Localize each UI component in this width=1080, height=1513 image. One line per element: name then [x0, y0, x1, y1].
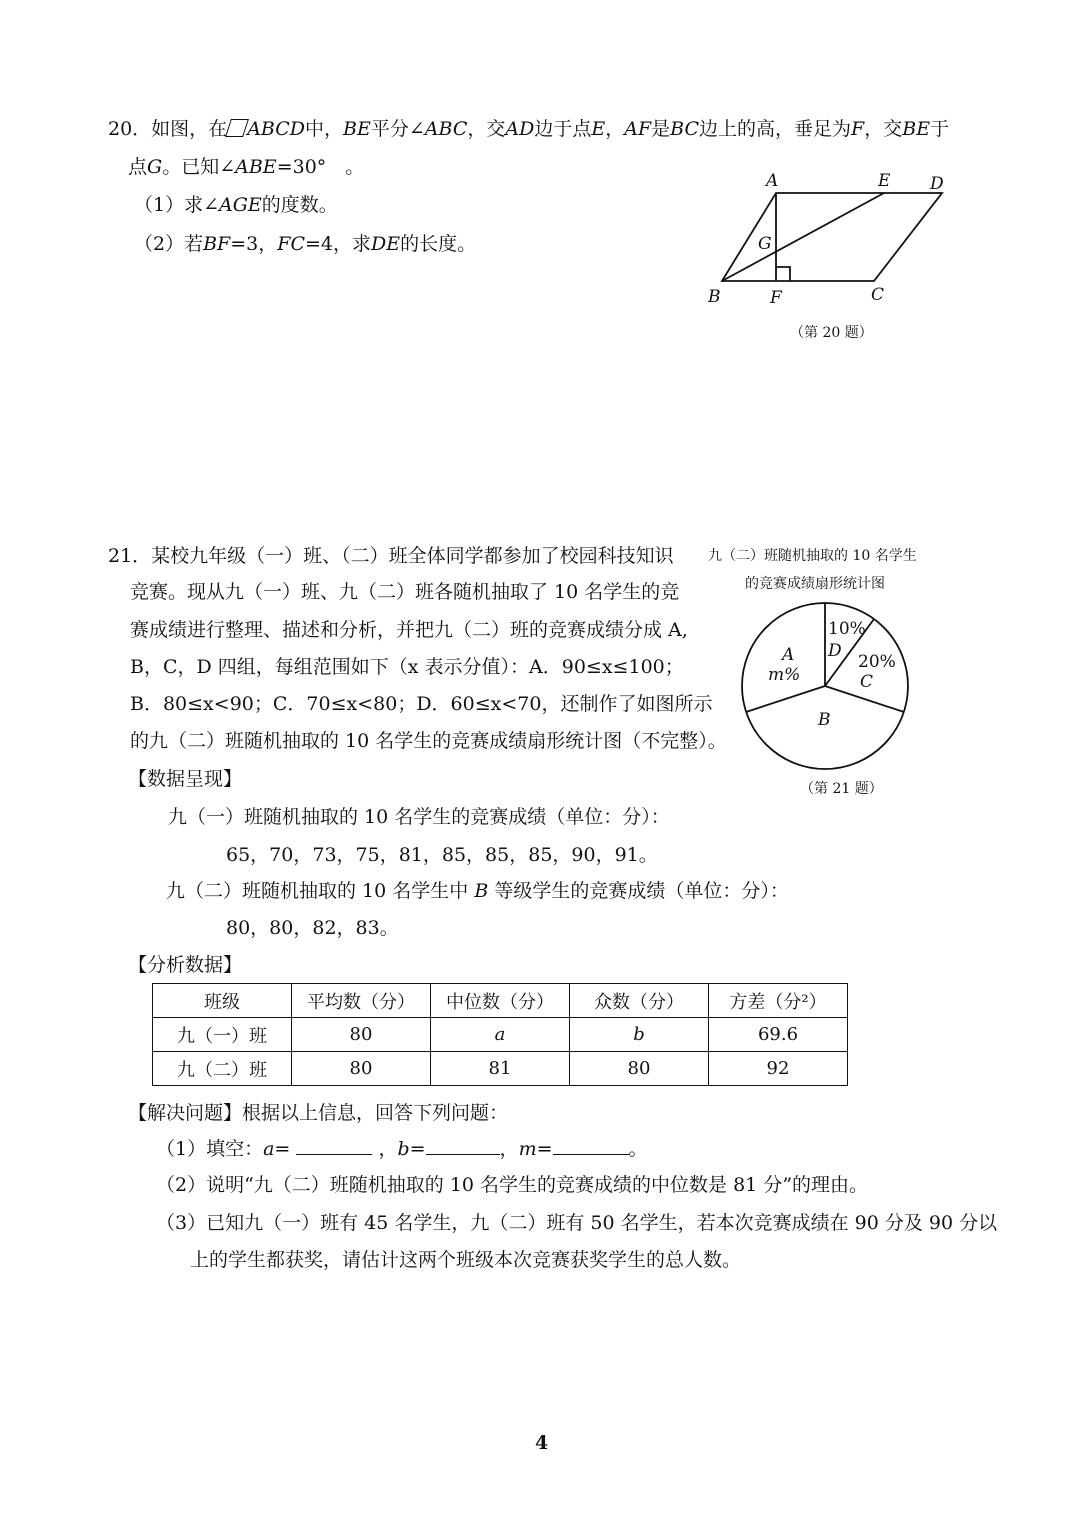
q20-subquestion-2: （2）若BF=3，FC=4，求DE的长度。 [134, 233, 477, 255]
solve-heading-line [128, 1098, 508, 1125]
sub-question-3-line-2: 上的学生都获奖，请估计这两个班级本次竞赛获奖学生的总人数。 [190, 1249, 742, 1271]
pie-title-line-1: 九（二）班随机抽取的 10 名学生 [708, 548, 917, 564]
table-cell: 九（二）班 [153, 1052, 292, 1086]
table-cell: 九（一）班 [153, 1018, 292, 1052]
table-cell: b [570, 1018, 709, 1052]
sub-question-1: （1）填空：a= ，b= ，m= 。 [156, 1138, 648, 1160]
table-cell: 80 [292, 1052, 431, 1086]
label-d: D [930, 174, 944, 194]
table-cell: 80 [292, 1018, 431, 1052]
data-heading: 【数据呈现】 [128, 768, 243, 790]
slice-d-label: D [828, 641, 842, 661]
label-b: B [708, 287, 721, 307]
slice-c-label: C [860, 672, 874, 692]
answer-blank-m[interactable] [553, 1136, 629, 1155]
label-g: G [758, 234, 772, 254]
pie-divider-b-a [746, 686, 825, 712]
figure-20-caption: （第 20 题） [790, 325, 873, 341]
table-cell: a [431, 1018, 570, 1052]
statistics-table [152, 983, 848, 1086]
solve-heading: 【解决问题】 [128, 1102, 243, 1124]
table-header-row [153, 984, 848, 1018]
label-e: E [878, 171, 891, 191]
sub-question-2: （2）说明“九（二）班随机抽取的 10 名学生的竞赛成绩的中位数是 81 分”的理由。 [156, 1174, 869, 1196]
slice-d-percent: 10% [828, 619, 866, 639]
table-row [153, 1052, 848, 1086]
label-c: C [871, 285, 885, 305]
q21-text-line-3: 赛成绩进行整理、描述和分析，并把九（二）班的竞赛成绩分成 A, [130, 619, 688, 641]
q20-line-1: 20．如图，在 ABCD中，BE平分∠ABC，交AD边于点E，AF是BC边上的高，垂足为F，交BE于 [108, 118, 950, 140]
segment-be [722, 193, 884, 281]
table-cell: 80 [570, 1052, 709, 1086]
class1-label: 九（一）班随机抽取的 10 名学生的竞赛成绩（单位：分）： [168, 806, 670, 828]
header-cell-variance: 方差（分²） [709, 984, 848, 1018]
header-cell-median: 中位数（分） [431, 984, 570, 1018]
slice-a-label: A [782, 645, 795, 665]
analysis-heading: 【分析数据】 [128, 954, 243, 976]
q21-text-line-4: B，C，D 四组，每组范围如下（x 表示分值）：A．90≤x≤100； [130, 656, 684, 678]
header-cell-mean: 平均数（分） [292, 984, 431, 1018]
header-cell-mode: 众数（分） [570, 984, 709, 1018]
slice-c-percent: 20% [858, 652, 896, 672]
table-cell: 92 [709, 1052, 848, 1086]
class2-scores: 80，80，82，83。 [226, 917, 399, 939]
table-row [153, 1018, 848, 1052]
sub-question-3-line-1: （3）已知九（一）班有 45 名学生，九（二）班有 50 名学生，若本次竞赛成绩在 90 分及 90 分以 [156, 1212, 998, 1234]
class2-label: 九（二）班随机抽取的 10 名学生中 B 等级学生的竞赛成绩（单位：分）： [166, 880, 789, 902]
pie-caption: （第 21 题） [800, 781, 883, 797]
q20-figure [690, 165, 970, 350]
right-angle-mark [776, 267, 790, 281]
pie-chart [730, 596, 930, 771]
label-a: A [766, 171, 779, 191]
q21-text-line-5: B．80≤x<90；C．70≤x<80；D．60≤x<70，还制作了如图所示 [130, 693, 713, 715]
class1-scores: 65，70，73，75，81，85，85，85，90，91。 [226, 844, 658, 866]
table-cell: 69.6 [709, 1018, 848, 1052]
answer-blank-b[interactable] [426, 1136, 500, 1155]
parallelogram-abcd [722, 193, 942, 281]
pie-title-line-2: 的竞赛成绩扇形统计图 [745, 576, 885, 592]
q21-text-line-1: 21．某校九年级（一）班、（二）班全体同学都参加了校园科技知识 [108, 545, 674, 567]
q21-text-line-2: 竞赛。现从九（一）班、九（二）班各随机抽取了 10 名学生的竞 [130, 581, 680, 603]
slice-b-label: B [818, 710, 831, 730]
q20-subquestion-1: （1）求∠AGE的度数。 [134, 194, 338, 216]
page-number: 4 [535, 1432, 549, 1454]
solve-intro: 根据以上信息，回答下列问题： [242, 1102, 509, 1124]
label-f: F [770, 288, 782, 308]
answer-blank-a[interactable] [296, 1136, 372, 1155]
slice-a-percent: m% [768, 665, 801, 685]
table-cell: 81 [431, 1052, 570, 1086]
header-cell-class: 班级 [153, 984, 292, 1018]
q20-line-2: 点G。已知∠ABE=30° 。 [128, 156, 365, 178]
q21-text-line-6: 的九（二）班随机抽取的 10 名学生的竞赛成绩扇形统计图（不完整）。 [130, 730, 727, 752]
parallelogram-symbol-icon [225, 119, 249, 137]
